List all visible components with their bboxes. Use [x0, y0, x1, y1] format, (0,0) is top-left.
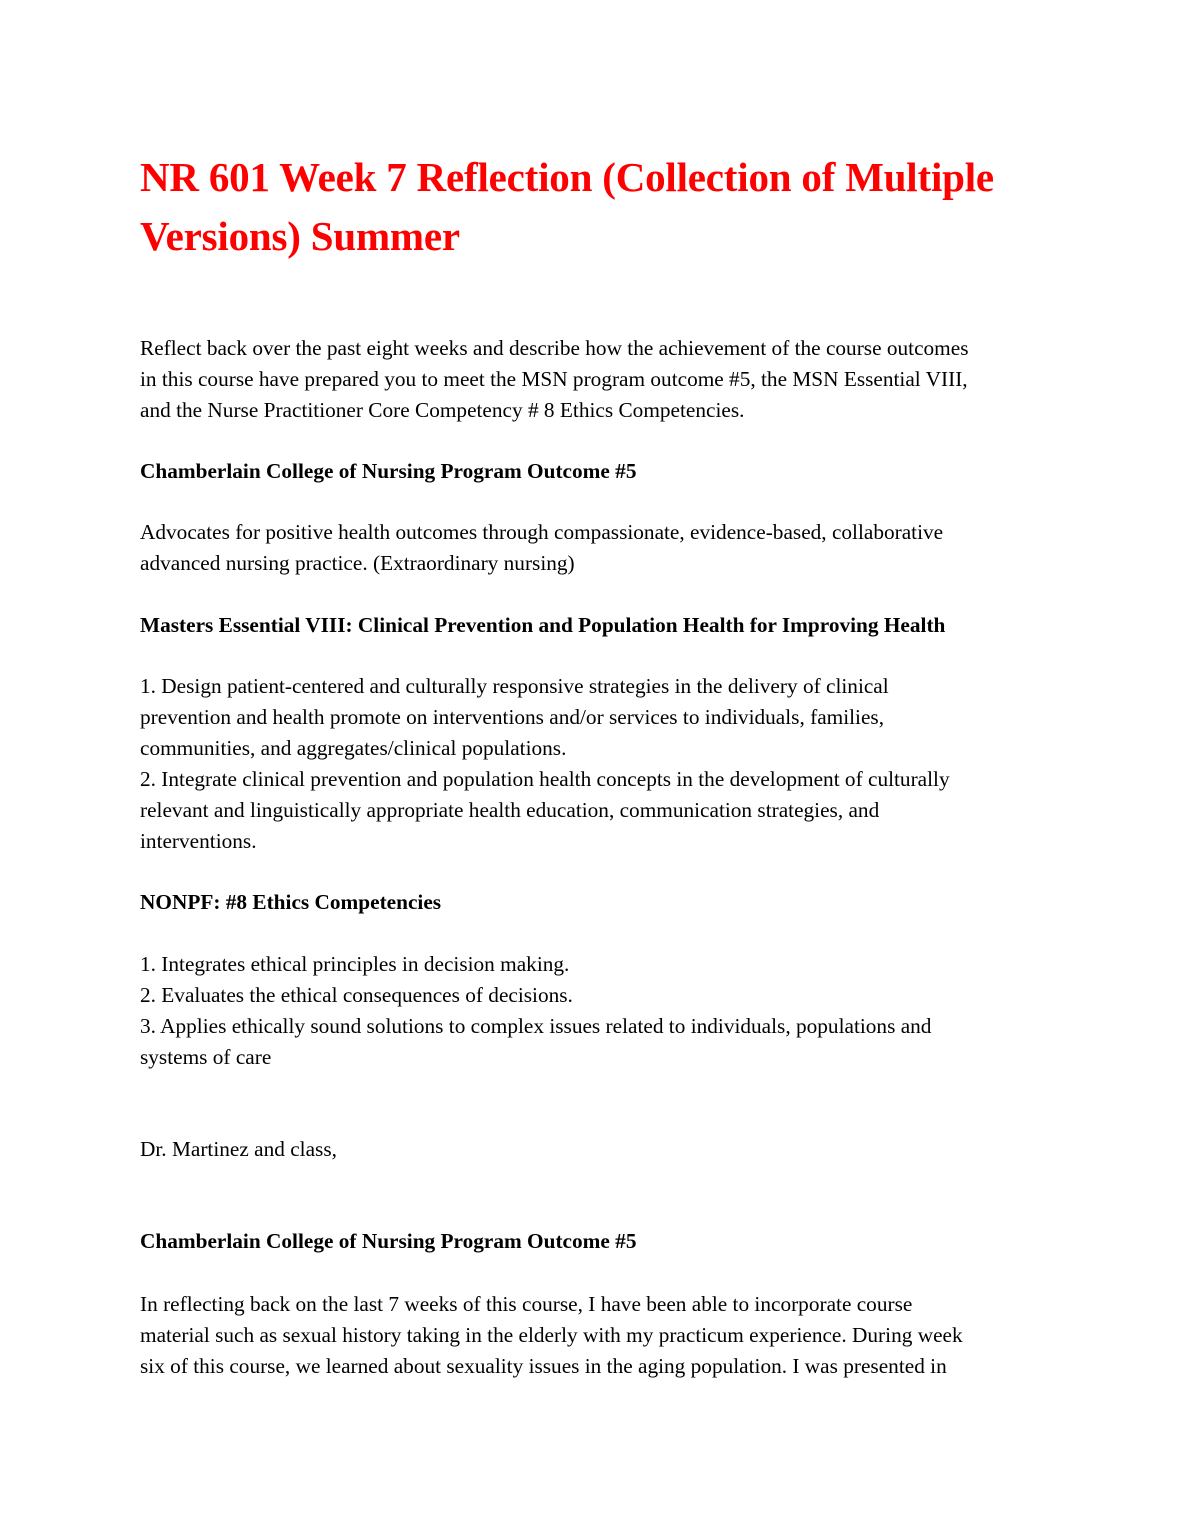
- text-line: In reflecting back on the last 7 weeks of this course, I have been able to incorporate course: [140, 1292, 913, 1316]
- document-title: [140, 148, 1060, 266]
- ethics-competencies-list: [140, 949, 1060, 1073]
- text-line: Reflect back over the past eight weeks and describe how the achievement of the course outcomes: [140, 336, 969, 360]
- text-line: advanced nursing practice. (Extraordinary nursing): [140, 551, 575, 575]
- list-line: 2. Evaluates the ethical consequences of decisions.: [140, 983, 573, 1007]
- text-line: Advocates for positive health outcomes through compassionate, evidence-based, collaborative: [140, 520, 944, 544]
- intro-paragraph: [140, 333, 1060, 426]
- list-line: interventions.: [140, 829, 257, 853]
- reflection-paragraph: [140, 1289, 1060, 1382]
- section-heading-masters-essential: Masters Essential VIII: Clinical Prevention and Population Health for Improving Health: [140, 613, 946, 637]
- list-line: 1. Design patient-centered and culturally responsive strategies in the delivery of clinical: [140, 674, 889, 698]
- list-line: 2. Integrate clinical prevention and population health concepts in the development of culturally: [140, 767, 950, 791]
- section-heading-program-outcome-response: Chamberlain College of Nursing Program Outcome #5: [140, 1229, 637, 1253]
- list-line: 3. Applies ethically sound solutions to complex issues related to individuals, populations and: [140, 1014, 932, 1038]
- title-line: NR 601 Week 7 Reflection (Collection of Multiple: [140, 154, 994, 200]
- title-line: Versions) Summer: [140, 213, 460, 259]
- text-line: six of this course, we learned about sexuality issues in the aging population. I was presented in: [140, 1354, 947, 1378]
- section-heading-nonpf-ethics: NONPF: #8 Ethics Competencies: [140, 890, 442, 914]
- list-line: communities, and aggregates/clinical populations.: [140, 736, 567, 760]
- program-outcome-paragraph: [140, 517, 1060, 579]
- list-line: prevention and health promote on interventions and/or services to individuals, families,: [140, 705, 885, 729]
- text-line: and the Nurse Practitioner Core Competency # 8 Ethics Competencies.: [140, 398, 745, 422]
- list-line: relevant and linguistically appropriate health education, communication strategies, and: [140, 798, 880, 822]
- salutation: Dr. Martinez and class,: [140, 1137, 337, 1161]
- text-line: in this course have prepared you to meet the MSN program outcome #5, the MSN Essential VIII,: [140, 367, 968, 391]
- list-line: systems of care: [140, 1045, 272, 1069]
- list-line: 1. Integrates ethical principles in decision making.: [140, 952, 570, 976]
- section-heading-program-outcome: Chamberlain College of Nursing Program Outcome #5: [140, 459, 637, 483]
- masters-essential-list: [140, 671, 1060, 857]
- text-line: material such as sexual history taking in the elderly with my practicum experience. During week: [140, 1323, 963, 1347]
